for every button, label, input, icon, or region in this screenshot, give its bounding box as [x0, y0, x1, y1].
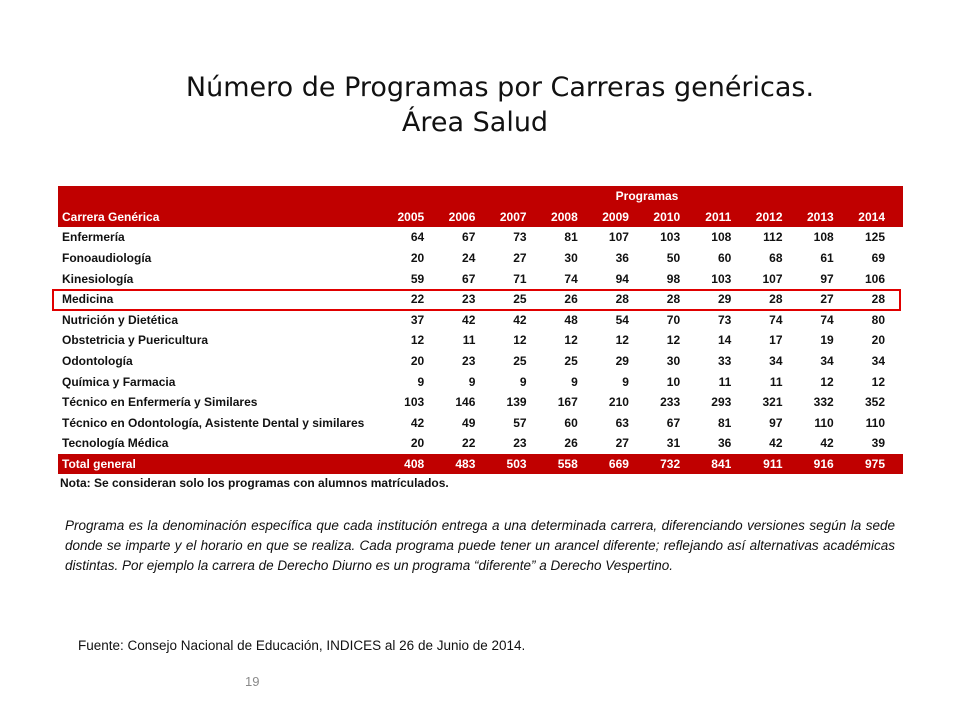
table-cell: 11 — [462, 333, 476, 348]
table-cell: 332 — [813, 395, 834, 410]
table-cell: 14 — [717, 333, 732, 348]
table-cell: 20 — [410, 436, 425, 451]
total-cell: 503 — [493, 454, 544, 475]
table-cell: 54 — [615, 312, 629, 327]
table-cell: 67 — [462, 271, 476, 286]
table-cell: 42 — [410, 415, 425, 430]
row-label: Kinesiología — [62, 271, 134, 286]
table-cell: 22 — [410, 292, 425, 307]
total-cell: 841 — [698, 454, 749, 475]
table-cell: 74 — [769, 312, 783, 327]
table-cell: 210 — [608, 395, 629, 410]
table-cell: 34 — [820, 354, 834, 369]
table-cell: 27 — [513, 251, 527, 266]
year-header: 2011 — [705, 209, 732, 224]
year-header: 2012 — [755, 209, 783, 224]
table-cell: 49 — [462, 415, 476, 430]
table-cell: 68 — [769, 251, 783, 266]
total-cell: 911 — [749, 454, 800, 475]
table-cell: 321 — [762, 395, 783, 410]
table-cell: 31 — [666, 436, 681, 451]
programs-table — [58, 186, 903, 474]
table-cell: 11 — [769, 374, 783, 389]
table-row — [58, 248, 903, 269]
table-cell: 9 — [417, 374, 425, 389]
table-cell: 107 — [762, 271, 783, 286]
table-cell: 34 — [769, 354, 783, 369]
table-cell: 167 — [557, 395, 578, 410]
table-cell: 22 — [462, 436, 476, 451]
table-cell: 28 — [769, 292, 783, 307]
table-cell: 29 — [615, 354, 629, 369]
total-cell: 732 — [647, 454, 698, 475]
page-subtitle: Área Salud — [401, 107, 549, 138]
row-label: Técnico en Enfermería y Similares — [62, 395, 258, 410]
table-cell: 36 — [615, 251, 629, 266]
total-cell: 558 — [545, 454, 596, 475]
table-cell: 293 — [711, 395, 732, 410]
table-row — [58, 413, 903, 434]
total-cell: 483 — [442, 454, 493, 475]
table-cell: 27 — [820, 292, 834, 307]
table-cell: 28 — [615, 292, 629, 307]
table-cell: 81 — [564, 230, 578, 245]
table-cell: 23 — [462, 354, 476, 369]
table-cell: 39 — [871, 436, 885, 451]
table-cell: 112 — [763, 230, 783, 245]
year-header: 2014 — [858, 209, 885, 224]
programs-table-container — [58, 186, 903, 490]
table-cell: 108 — [711, 230, 732, 245]
table-row — [58, 433, 903, 454]
table-cell: 60 — [564, 415, 578, 430]
table-cell: 30 — [666, 354, 681, 369]
table-cell: 9 — [519, 374, 527, 389]
table-cell: 23 — [462, 292, 476, 307]
table-cell: 27 — [615, 436, 629, 451]
total-cell: 975 — [852, 454, 903, 475]
table-cell: 42 — [513, 312, 527, 327]
year-header: 2013 — [806, 209, 834, 224]
table-cell: 64 — [410, 230, 425, 245]
table-cell: 28 — [871, 292, 885, 307]
description-paragraph: Programa es la denominación específica que cada institución entrega a una determinada carrera, diferenciando versiones según la sede donde se imparte y el horario en que se realiza. Cada programa puede tener un arancel diferente; reflejando así alternativas académicas distintas. Por ejemplo la carrera de Derecho Diurno es un programa “diferente” a Derecho Vespertino. — [65, 518, 895, 573]
table-cell: 110 — [865, 415, 885, 430]
total-label: Total general — [58, 454, 391, 475]
table-cell: 67 — [666, 415, 681, 430]
table-cell: 125 — [864, 230, 885, 245]
table-cell: 110 — [814, 415, 834, 430]
table-cell: 103 — [660, 230, 681, 245]
row-label: Obstetricia y Puericultura — [62, 333, 209, 348]
table-row — [58, 268, 903, 289]
table-cell: 146 — [455, 395, 476, 410]
table-cell: 19 — [820, 333, 834, 348]
table-cell: 26 — [564, 436, 578, 451]
year-header: 2005 — [397, 209, 425, 224]
table-cell: 9 — [468, 374, 476, 389]
table-cell: 233 — [660, 395, 681, 410]
table-cell: 106 — [864, 271, 885, 286]
table-cell: 37 — [410, 312, 425, 327]
table-cell: 23 — [513, 436, 527, 451]
table-cell: 94 — [615, 271, 629, 286]
table-cell: 42 — [769, 436, 783, 451]
year-header: 2008 — [551, 209, 578, 224]
table-row — [58, 227, 903, 248]
programas-group-header: Programas — [615, 189, 679, 204]
table-cell: 26 — [564, 292, 578, 307]
year-header: 2007 — [499, 209, 527, 224]
table-cell: 97 — [769, 415, 783, 430]
table-row — [58, 330, 903, 351]
table-cell: 28 — [666, 292, 681, 307]
table-cell: 81 — [717, 415, 732, 430]
table-group-header-row — [58, 186, 903, 207]
table-row — [58, 351, 903, 372]
table-cell: 61 — [820, 251, 834, 266]
table-cell: 34 — [871, 354, 885, 369]
table-cell: 29 — [717, 292, 732, 307]
table-cell: 73 — [717, 312, 732, 327]
table-cell: 139 — [506, 395, 527, 410]
table-cell: 69 — [871, 251, 885, 266]
table-cell: 17 — [769, 333, 783, 348]
table-cell: 24 — [462, 251, 476, 266]
table-cell: 25 — [564, 354, 578, 369]
total-cell: 408 — [391, 454, 442, 475]
row-label: Tecnología Médica — [62, 436, 169, 451]
table-cell: 48 — [564, 312, 578, 327]
table-cell: 12 — [513, 333, 527, 348]
row-label: Enfermería — [62, 230, 125, 245]
page-number: 19 — [245, 674, 260, 689]
table-cell: 57 — [513, 415, 527, 430]
table-header-row — [58, 207, 903, 228]
table-cell: 59 — [410, 271, 425, 286]
table-cell: 12 — [410, 333, 425, 348]
table-cell: 42 — [462, 312, 476, 327]
table-cell: 73 — [513, 230, 527, 245]
table-cell: 33 — [717, 354, 732, 369]
year-header: 2010 — [653, 209, 681, 224]
table-cell: 11 — [718, 374, 732, 389]
table-cell: 9 — [622, 374, 629, 389]
table-cell: 12 — [871, 374, 885, 389]
table-cell: 60 — [717, 251, 732, 266]
table-cell: 25 — [513, 292, 527, 307]
table-note: Nota: Se consideran solo los programas con alumnos matrículados. — [60, 476, 449, 491]
table-cell: 9 — [571, 374, 578, 389]
table-cell: 80 — [871, 312, 885, 327]
table-cell: 67 — [462, 230, 476, 245]
table-cell: 352 — [864, 395, 885, 410]
table-cell: 20 — [871, 333, 885, 348]
row-label: Fonoaudiología — [62, 251, 152, 266]
table-cell: 30 — [564, 251, 578, 266]
source-citation: Fuente: Consejo Nacional de Educación, INDICES al 26 de Junio de 2014. — [78, 638, 526, 653]
page-title: Número de Programas por Carreras genéricas. — [185, 72, 815, 103]
row-label: Química y Farmacia — [62, 374, 176, 389]
table-row — [58, 289, 903, 310]
row-label: Nutrición y Dietética — [62, 312, 179, 327]
table-cell: 103 — [404, 395, 425, 410]
table-cell: 36 — [717, 436, 732, 451]
carrera-header: Carrera Genérica — [62, 209, 160, 224]
table-row — [58, 371, 903, 392]
table-cell: 20 — [410, 251, 425, 266]
year-header: 2009 — [602, 209, 629, 224]
table-cell: 74 — [820, 312, 834, 327]
total-cell: 916 — [801, 454, 852, 475]
year-header: 2006 — [448, 209, 476, 224]
row-label: Técnico en Odontología, Asistente Dental y similares — [62, 415, 365, 430]
table-cell: 12 — [615, 333, 629, 348]
table-cell: 63 — [615, 415, 629, 430]
table-row — [58, 392, 903, 413]
table-cell: 71 — [513, 271, 527, 286]
table-body — [58, 227, 903, 474]
table-cell: 108 — [813, 230, 834, 245]
total-cell: 669 — [596, 454, 647, 475]
table-cell: 107 — [608, 230, 629, 245]
table-cell: 70 — [666, 312, 681, 327]
table-cell: 97 — [820, 271, 834, 286]
table-cell: 74 — [564, 271, 578, 286]
table-cell: 20 — [410, 354, 425, 369]
table-cell: 12 — [564, 333, 578, 348]
table-cell: 12 — [666, 333, 681, 348]
total-row — [58, 454, 903, 475]
table-cell: 42 — [820, 436, 834, 451]
table-cell: 103 — [711, 271, 732, 286]
row-label: Odontología — [62, 354, 133, 369]
table-cell: 12 — [820, 374, 834, 389]
table-cell: 25 — [513, 354, 527, 369]
table-row — [58, 310, 903, 331]
row-label: Medicina — [62, 292, 114, 307]
table-cell: 98 — [666, 271, 681, 286]
table-cell: 50 — [666, 251, 681, 266]
table-cell: 10 — [666, 374, 681, 389]
